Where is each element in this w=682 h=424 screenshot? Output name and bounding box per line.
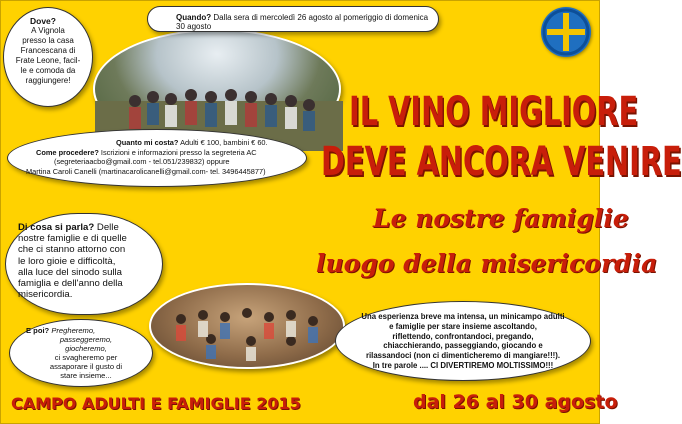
subtitle-line-1: Le nostre famiglie xyxy=(373,204,629,233)
then-line: passeggeremo, xyxy=(59,335,113,344)
footer-camp-title: CAMPO ADULTI E FAMIGLIE 2015 xyxy=(11,394,301,413)
when-bubble xyxy=(147,6,439,32)
then-line: stare insieme... xyxy=(60,371,112,380)
topic-line: che ci stanno attorno con xyxy=(18,244,126,256)
experience-line: e famiglie per stare insieme ascoltando, xyxy=(389,321,537,331)
contact-line: (segreteriaacbo@gmail.com - tel.051/239832) oppure xyxy=(54,157,230,166)
procedure-label: Come procedere? xyxy=(36,147,99,157)
experience-line: Una esperienza breve ma intensa, un minicampo adulti xyxy=(361,312,565,321)
contact-line: Martina Caroli Canelli (martinacarolicanelli@gmail.com- tel. 3496445877) xyxy=(26,166,266,176)
experience-line: rilassandoci (non ci dimenticheremo di mangiare!!!). xyxy=(365,351,561,361)
topic-bubble xyxy=(5,213,163,315)
where-line: raggiungere! xyxy=(25,76,71,85)
main-title-line-1: IL VINO MIGLIORE xyxy=(349,89,639,135)
where-line: Francescana di xyxy=(20,46,76,55)
where-line: A Vignola xyxy=(31,26,65,35)
where-line: le e comoda da xyxy=(20,66,76,75)
experience-bubble xyxy=(335,301,591,381)
where-line: presso la casa xyxy=(22,36,74,45)
topic-label: Di cosa si parla? xyxy=(18,222,95,233)
topic-line: misericordia. xyxy=(18,289,73,301)
topic-line: nostre famiglie e di quelle xyxy=(18,233,127,245)
subtitle-line-2: luogo della misericordia xyxy=(316,249,658,278)
cost-text: Adulti € 100, bambini € 60. xyxy=(180,138,268,147)
experience-line: riflettendo, confrontandoci, pregando, xyxy=(392,331,534,341)
where-line: Frate Leone, facil- xyxy=(15,56,81,65)
topic-line: famiglia e dell'anno della xyxy=(18,278,123,290)
then-bubble xyxy=(9,319,153,387)
main-title-line-2: DEVE ANCORA VENIRE xyxy=(321,139,682,185)
topic-line: Delle xyxy=(94,222,119,233)
group-photo-indoor xyxy=(149,283,345,369)
where-bubble xyxy=(3,7,93,107)
then-line: ci svagheremo per xyxy=(54,353,118,362)
topic-line: le loro gioie e difficoltà, xyxy=(18,255,116,267)
then-label: E poi? xyxy=(26,326,50,335)
where-label: Dove? xyxy=(30,16,56,26)
then-line: assaporare il gusto di xyxy=(49,362,123,371)
footer-dates: dal 26 al 30 agosto xyxy=(413,391,618,413)
cost-bubble xyxy=(7,129,307,187)
then-line: Pregheremo, xyxy=(49,326,96,335)
experience-line: In tre parole .... CI DIVERTIREMO MOLTISSIMO!!! xyxy=(372,360,554,370)
then-line: giocheremo, xyxy=(65,344,107,353)
experience-line: chiacchierando, passeggiando, giocando e xyxy=(383,341,543,351)
topic-line: alla luce del sinodo sulla xyxy=(18,266,122,278)
when-text: Dalla sera di mercoledì 26 agosto al pomeriggio di domenica 30 agosto xyxy=(176,13,429,31)
cost-label: Quanto mi costa? xyxy=(116,138,179,147)
when-label: Quando? xyxy=(176,13,212,22)
azione-cattolica-logo-icon xyxy=(541,7,591,57)
procedure-text: Iscrizioni e informazioni presso la segreteria AC xyxy=(100,147,257,157)
